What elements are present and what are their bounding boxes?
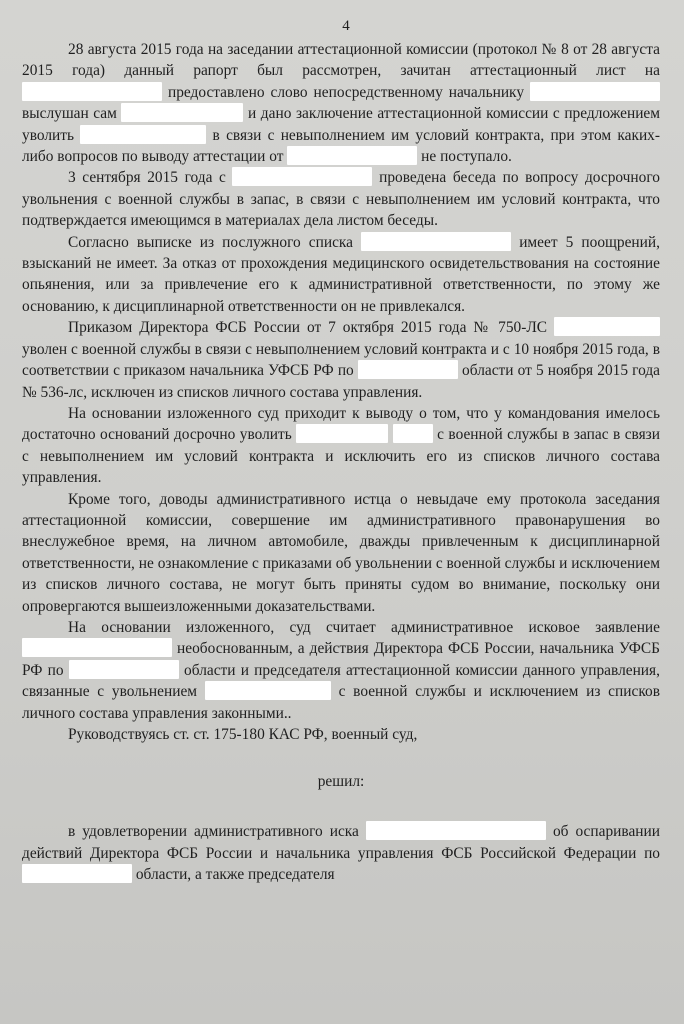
text-segment: Руководствуясь ст. ст. 175-180 КАС РФ, военный суд, xyxy=(68,726,418,743)
text-segment: уволен с военной службы в связи с невыполнением условий контракта и с 10 ноября 2015 года, в соответствии с приказом начальника УФСБ РФ по xyxy=(22,340,660,380)
text-segment: На основании изложенного суд приходит к выводу о том, что у командования имелось достаточно оснований досрочно уволить xyxy=(22,404,660,444)
redaction-block xyxy=(80,125,206,144)
redaction-block xyxy=(22,864,132,883)
redaction-block xyxy=(361,232,511,251)
text-segment: и дано заключение аттестационной комиссии с предложением уволить xyxy=(22,105,661,144)
redaction-block xyxy=(287,146,417,165)
text-segment: 28 августа 2015 года на заседании аттестационной комиссии (протокол № 8 от 28 августа 2015 года) данный рапорт был рассмотрен, зачитан аттестационный лист на xyxy=(22,41,660,80)
text-segment: с военной службы в запас в связи с невыполнением им условий контракта и исключить его из списков личного состава управления. xyxy=(22,426,660,487)
paragraph-plaintiff-arguments xyxy=(22,489,660,617)
text-segment: с военной службы и исключением из списков личного состава управления законными.. xyxy=(22,683,660,722)
text-segment: имеет 5 поощрений, взысканий не имеет. За отказ от прохождения медицинского освидетельствования на состояние опьянения, или за привлечение его к административной ответственности, по этому же основанию, к дисциплинарной ответственности он не привлекался. xyxy=(22,233,660,315)
redaction-block xyxy=(366,821,546,840)
paragraph-court-conclusion xyxy=(22,403,660,489)
text-segment: Приказом Директора ФСБ России от 7 октября 2015 года № 750-ЛС xyxy=(68,319,548,337)
redaction-block xyxy=(393,424,433,443)
redaction-block xyxy=(530,82,660,101)
text-segment: Согласно выписке из послужного списка xyxy=(68,233,353,251)
redaction-block xyxy=(232,167,372,186)
paragraph-attestation-meeting xyxy=(22,39,660,167)
text-segment: предоставлено слово непосредственному начальнику xyxy=(167,83,525,101)
redaction-block xyxy=(22,82,162,101)
text-segment: 3 сентября 2015 года с xyxy=(68,169,226,187)
paragraph-service-record xyxy=(22,232,660,318)
text-segment: выслушан сам xyxy=(22,105,117,123)
text-segment: области и председателя аттестационной комиссии данного управления, связанные с увольнением xyxy=(22,661,660,701)
text-segment: не поступало. xyxy=(421,148,512,166)
text-segment: в удовлетворении административного иска xyxy=(68,823,359,841)
paragraph-decision xyxy=(22,821,660,885)
redaction-block xyxy=(69,660,179,679)
redaction-block xyxy=(296,424,388,443)
decision-heading: решил: xyxy=(317,773,365,791)
text-segment: в связи с невыполнением им условий контракта, при этом каких-либо вопросов по выводу аттестации от xyxy=(22,126,661,166)
text-segment: об оспаривании действий Директора ФСБ России и начальника управления ФСБ Российской Федерации по xyxy=(22,823,660,862)
redaction-block xyxy=(205,681,331,700)
redaction-block xyxy=(121,103,243,122)
paragraph-dismissal-order xyxy=(22,317,660,403)
paragraph-interview xyxy=(22,167,660,231)
redaction-block xyxy=(554,317,660,336)
text-segment: необоснованным, а действия Директора ФСБ России, начальника УФСБ РФ по xyxy=(22,640,660,679)
paragraph-legal-basis xyxy=(22,724,660,745)
text-segment: области, а также председателя xyxy=(135,866,335,884)
text-segment: области от 5 ноября 2015 года № 536-лс, исключен из списков личного состава управления. xyxy=(22,362,660,401)
redaction-block xyxy=(22,638,172,657)
text-segment: На основании изложенного, суд считает административное исковое заявление xyxy=(68,618,660,636)
redaction-block xyxy=(358,360,458,379)
text-segment: проведена беседа по вопросу досрочного увольнения с военной службы в запас, в связи с невыполнением им условий контракта, что подтверждается имеющимся в материалах дела листом беседы. xyxy=(22,169,660,230)
paragraph-court-finding xyxy=(22,617,660,724)
text-segment: Кроме того, доводы административного истца о невыдаче ему протокола заседания аттестационной комиссии, совершение им административного правонарушения во внеслужебное время, на личном автомобиле, дважды привлеченным к дисциплинарной ответственности, не ознакомление с приказами об увольнении с военной службы и исключением из списков личного состава, не могут быть приняты судом во внимание, поскольку они опровергаются вышеизложенными доказательствами. xyxy=(22,490,660,615)
page-number: 4 xyxy=(342,18,350,34)
